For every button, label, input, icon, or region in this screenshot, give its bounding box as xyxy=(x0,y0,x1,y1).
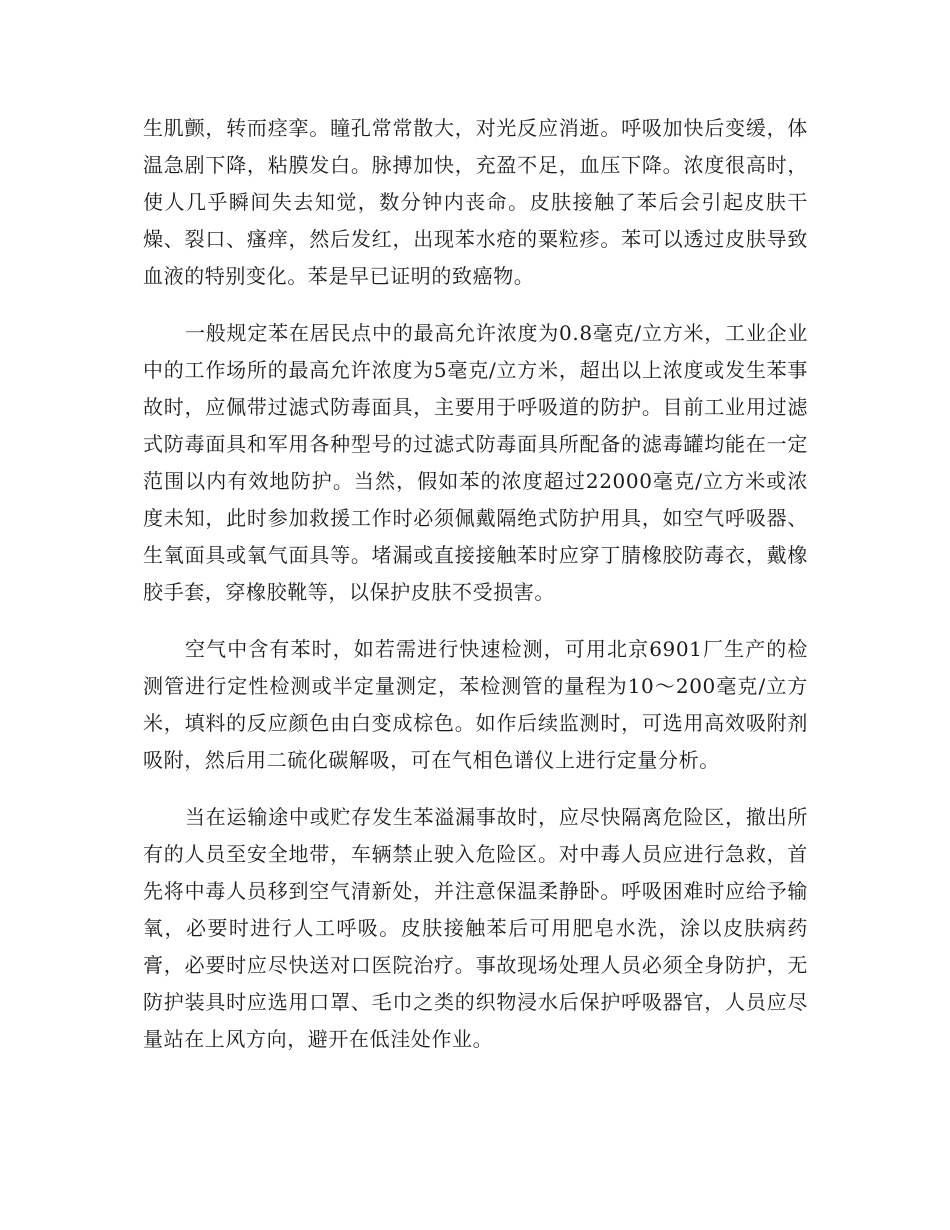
paragraph-emergency: 当在运输途中或贮存发生苯溢漏事故时，应尽快隔离危险区，撤出所有的人员至安全地带，车辆禁止驶入危险区。对中毒人员应进行急救，首先将中毒人员移到空气清新处，并注意保温柔静卧。呼吸困难时应给予输氧，必要时进行人工呼吸。皮肤接触苯后可用肥皂水洗，涂以皮肤病药膏，必要时应尽快送对口医院治疗。事故现场处理人员必须全身防护，无防护装具时应选用口罩、毛巾之类的织物浸水后保护呼吸器官，人员应尽量站在上风方向，避开在低洼处作业。 xyxy=(143,805,808,1051)
paragraph-continued-symptoms: 生肌颤，转而痉挛。瞳孔常常散大，对光反应消逝。呼吸加快后变缓，体温急剧下降，粘膜发白。脉搏加快，充盈不足，血压下降。浓度很高时，使人几乎瞬间失去知觉，数分钟内丧命。皮肤接触了苯后会引起皮肤干燥、裂口、瘙痒，然后发红，出现苯水疮的粟粒疹。苯可以透过皮肤导致血液的特别变化。苯是早已证明的致癌物。 xyxy=(143,116,808,288)
paragraph-protection: 一般规定苯在居民点中的最高允许浓度为0.8毫克/立方米，工业企业中的工作场所的最高允许浓度为5毫克/立方米，超出以上浓度或发生苯事故时，应佩带过滤式防毒面具，主要用于呼吸道的防护。目前工业用过滤式防毒面具和军用各种型号的过滤式防毒面具所配备的滤毒罐均能在一定范围以内有效地防护。当然，假如苯的浓度超过22000毫克/立方米或浓度未知，此时参加救援工作时必须佩戴隔绝式防护用具，如空气呼吸器、生氧面具或氧气面具等。堵漏或直接接触苯时应穿丁腈橡胶防毒衣，戴橡胶手套，穿橡胶靴等，以保护皮肤不受损害。 xyxy=(143,321,808,604)
paragraph-detection: 空气中含有苯时，如若需进行快速检测，可用北京6901厂生产的检测管进行定性检测或半定量测定，苯检测管的量程为10～200毫克/立方米，填料的反应颜色由白变成棕色。如作后续监测时，可选用高效吸附剂吸附，然后用二硫化碳解吸，可在气相色谱仪上进行定量分析。 xyxy=(143,637,808,772)
document-page xyxy=(143,110,808,1078)
